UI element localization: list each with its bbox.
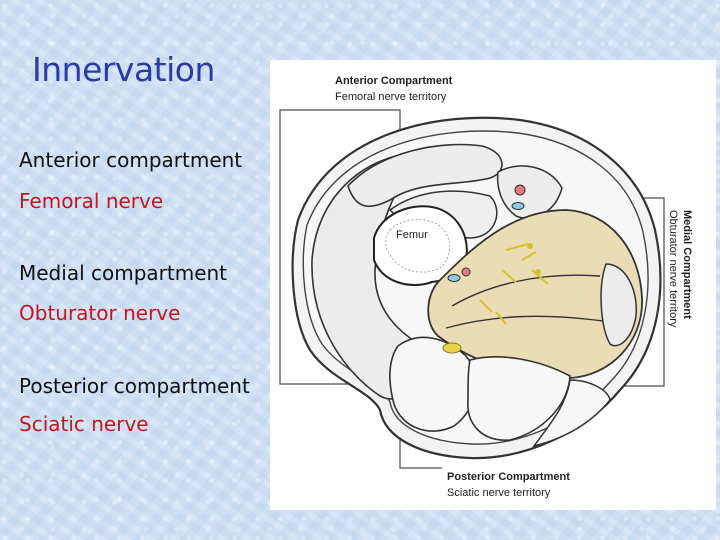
medial-compartment-heading: Medial compartment [19, 261, 228, 285]
anterior-compartment-heading: Anterior compartment [19, 148, 243, 172]
medial-compartment-label: Medial Compartment [681, 210, 693, 319]
femur-label: Femur [396, 229, 428, 241]
femoral-artery [515, 185, 525, 195]
obturator-nerve-label: Obturator nerve [19, 301, 181, 325]
thigh-cross-section-diagram [270, 60, 716, 510]
sciatic-territory-label: Sciatic nerve territory [447, 487, 551, 499]
obturator-nerve-anterior-branch [527, 243, 533, 249]
femoral-territory-label: Femoral nerve territory [335, 91, 447, 103]
anterior-compartment-label: Anterior Compartment [335, 75, 453, 87]
femoral-vein [512, 203, 524, 210]
posterior-compartment-heading: Posterior compartment [19, 374, 250, 398]
deep-femoral-vein [448, 275, 460, 282]
thigh-cross-section-figure [270, 60, 716, 510]
deep-femoral-artery [462, 268, 470, 276]
obturator-territory-label: Obturator nerve territory [667, 210, 679, 328]
femoral-nerve-label: Femoral nerve [19, 189, 164, 213]
posterior-compartment-label: Posterior Compartment [447, 471, 570, 483]
slide-title: Innervation [32, 50, 215, 89]
obturator-nerve-posterior-branch [535, 269, 541, 275]
sciatic-nerve-label: Sciatic nerve [19, 412, 149, 436]
sciatic-nerve [443, 343, 461, 353]
